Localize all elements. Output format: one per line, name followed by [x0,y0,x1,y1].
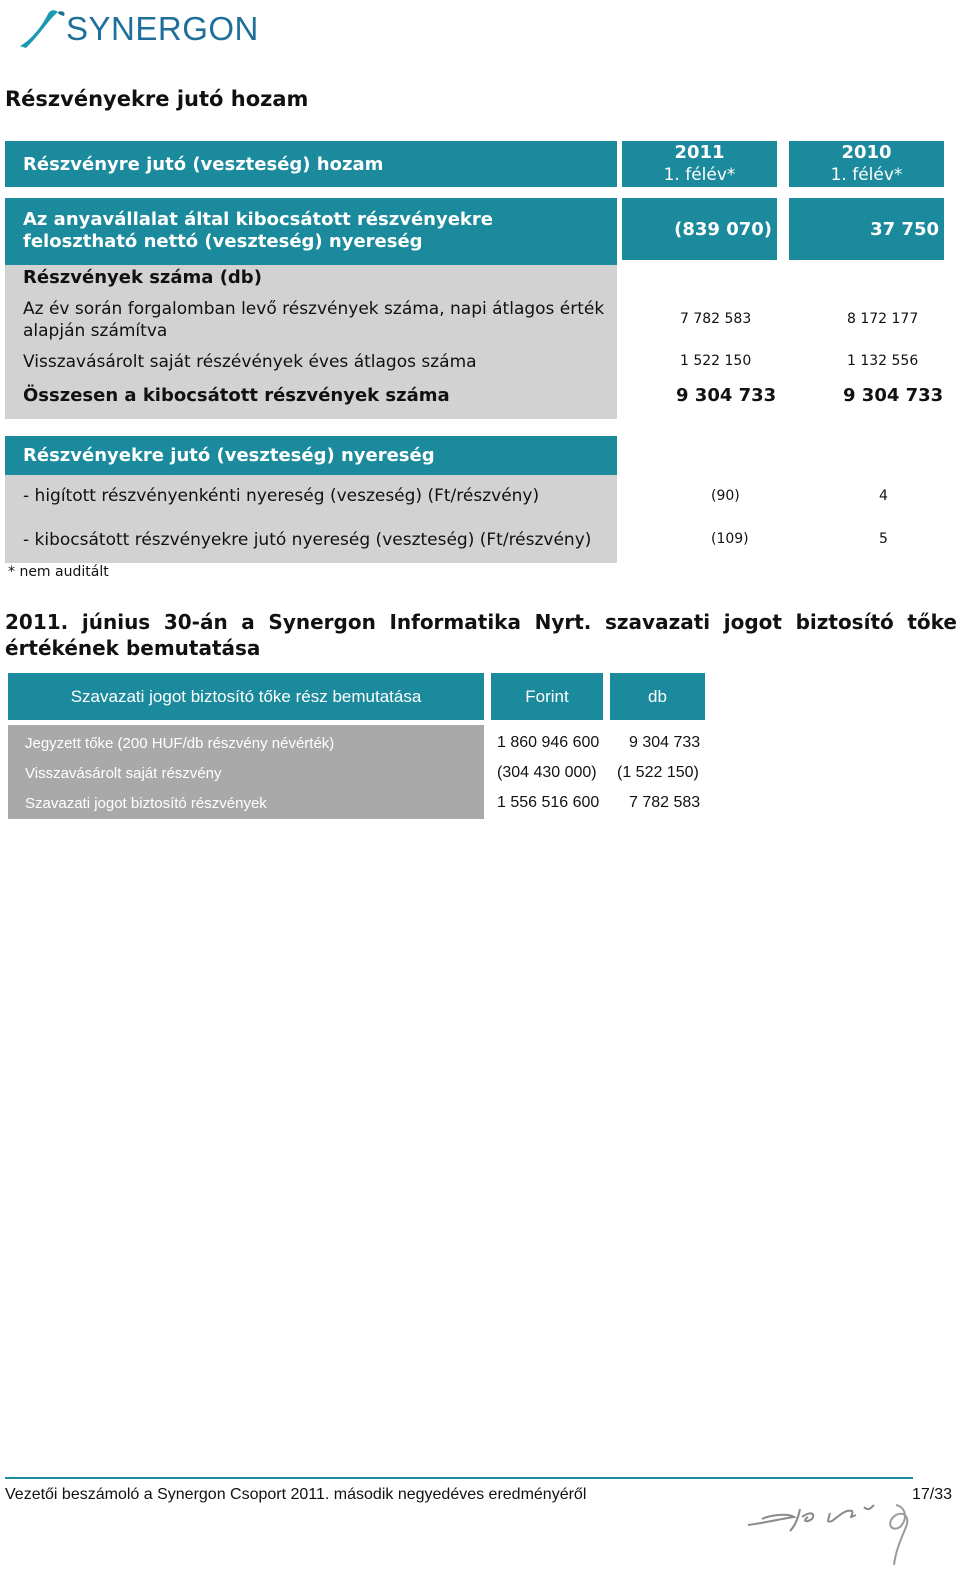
total-shares-2010: 9 304 733 [843,385,944,406]
section-title: Részvényekre jutó hozam [5,87,309,111]
capital-row-forint: 1 860 946 600 [497,734,600,751]
capital-row-label: Szavazati jogot biztosító részvények [25,795,267,812]
col1-header [622,141,777,187]
capital-row-db: 9 304 733 [629,734,701,751]
outstanding-shares-2011: 7 782 583 [680,311,752,327]
eps-heading [5,436,617,475]
col2-period: 1. félév* [830,165,903,185]
net-profit-2010-value: 37 750 [870,218,939,240]
signature-image [740,1497,940,1569]
net-profit-label-cell [5,198,617,265]
capital-header-db-label: db [648,686,667,706]
eps-header [5,141,617,187]
capital-row-label: Visszavásárolt saját részvény [25,765,222,782]
col2-header [789,141,944,187]
outstanding-shares-2010: 8 172 177 [847,311,919,327]
net-profit-label: Az anyavállalat által kibocsátott részvényekre felosztható nettó (veszteség) nyereség [23,209,493,252]
net-profit-2011-value: (839 070) [674,218,772,240]
capital-row-label: Jegyzett tőke (200 HUF/db részvény névérték) [25,735,335,752]
shares-heading: Részvények száma (db) [23,267,262,288]
treasury-shares-2011: 1 522 150 [680,353,752,369]
basic-eps-2010: 5 [879,531,888,547]
treasury-shares-2010: 1 132 556 [847,353,919,369]
net-profit-2010 [789,198,944,260]
capital-header-db [610,673,705,720]
col1-period: 1. félév* [663,165,736,185]
eps-header-label: Részvényre jutó (veszteség) hozam [23,153,384,175]
capital-header-forint [491,673,603,720]
diluted-eps-2011: (90) [711,488,740,504]
company-logo [14,6,259,50]
capital-header-forint-label: Forint [525,686,569,706]
footnote: * nem auditált [8,564,109,580]
treasury-shares-label: Visszavásárolt saját részévények éves átlagos száma [23,352,477,372]
capital-header-description [8,673,484,720]
diluted-eps-label: - higított részvényenkénti nyereség (veszeség) (Ft/részvény) [23,486,540,506]
logo-swoosh-icon [14,6,74,50]
capital-row-forint: 1 556 516 600 [497,794,600,811]
footer-text: Vezetői beszámoló a Synergon Csoport 2011. második negyedéves eredményéről [5,1486,587,1503]
total-shares-2011: 9 304 733 [676,385,777,406]
col1-year: 2011 [674,142,725,163]
col2-year: 2010 [841,142,892,163]
capital-row-forint: (304 430 000) [497,764,597,781]
outstanding-shares-label: Az év során forgalomban levő részvények száma, napi átlagos érték alapján számítva [23,299,605,341]
capital-row-db: 7 782 583 [629,794,701,811]
basic-eps-label: - kibocsátott részvényekre jutó nyereség (veszteség) (Ft/részvény) [23,530,592,550]
capital-title: 2011. június 30-án a Synergon Informatika Nyrt. szavazati jogot biztosító tőke értékének bemutatása [5,610,957,660]
total-shares-label: Összesen a kibocsátott részvények száma [23,385,450,406]
page-number: 17/33 [912,1486,953,1503]
eps-heading-label: Részvényekre jutó (veszteség) nyereség [23,445,435,466]
capital-header-description-label: Szavazati jogot biztosító tőke rész bemutatása [70,686,422,706]
capital-row-db: (1 522 150) [617,764,699,781]
net-profit-2011 [622,198,777,260]
basic-eps-2011: (109) [711,531,749,547]
diluted-eps-2010: 4 [879,488,888,504]
footer-rule [5,1477,913,1479]
logo-wordmark: SYNERGON [66,10,259,47]
